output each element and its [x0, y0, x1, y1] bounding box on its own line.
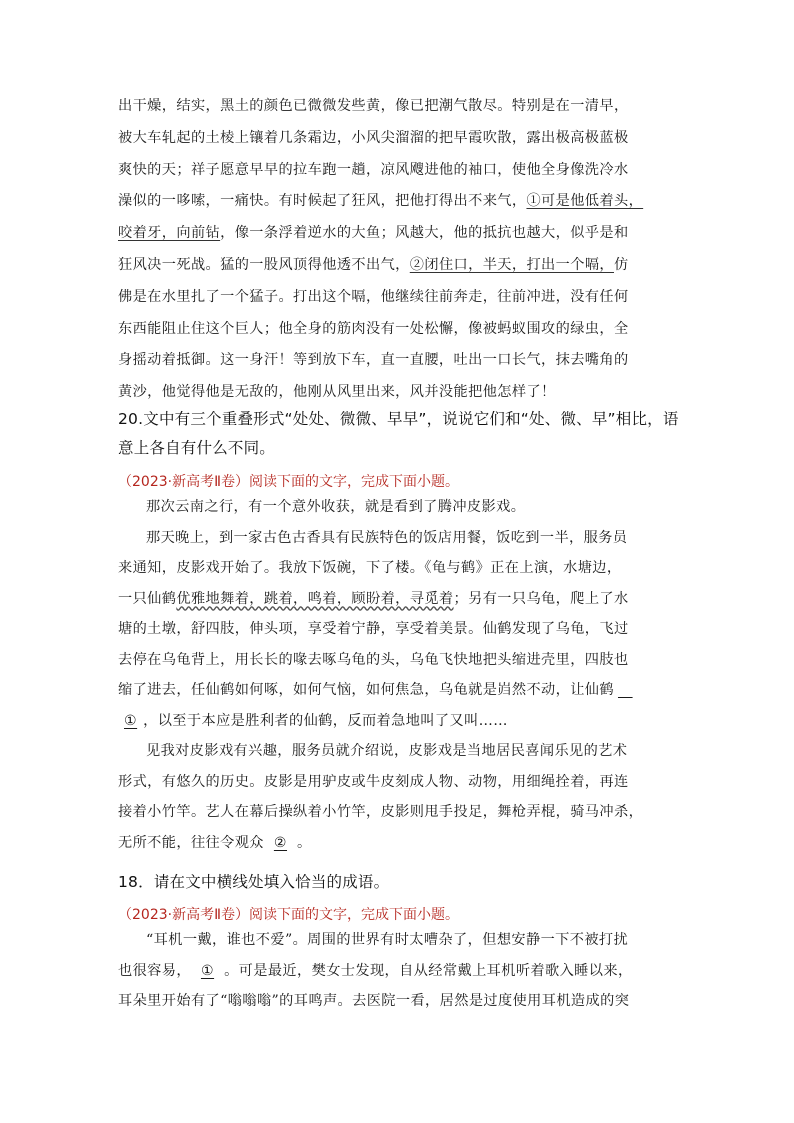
- text-line: 黄沙，他觉得他是无敌的，他刚从风里出来，风并没能把他怎样了！: [118, 384, 556, 401]
- text-line: [118, 250, 678, 282]
- underlined-phrase-1: ①可是他低着头，: [526, 193, 644, 210]
- text-segment: 无所不能，往往令观众: [118, 834, 264, 851]
- underlined-phrase-1-cont: 咬着牙，向前钻: [118, 225, 221, 242]
- text-line: “耳机一戴，谁也不爱”。周围的世界有时太嘈杂了，但想安静一下不被打扰: [146, 932, 629, 948]
- text-segment: 。: [297, 834, 312, 851]
- text-line: [118, 675, 678, 706]
- text-segment: ，以至于本应是胜利者的仙鹤，反而着急地叫了又叫……: [143, 712, 508, 729]
- text-line: 出干燥，结实，黑土的颜色已微微发些黄，像已把潮气散尽。特别是在一清早，: [118, 98, 629, 114]
- text-line: 佛是在水里扎了一个猛子。打出这个嗝，他继续往前奔走，往前冲进，没有任何: [118, 288, 629, 305]
- text-line: [118, 584, 678, 615]
- text-line: 耳朵里开始有了“嗡嗡嗡”的耳鸣声。去医院一看，居然是过度使用耳机造成的突: [118, 993, 630, 1009]
- text-line: 塘的土墩，舒四肢，伸头项，享受着宁静，享受着美景。仙鹤发现了乌龟，飞过: [118, 621, 629, 637]
- text-line: 爽快的天；祥子愿意早早的拉车跑一趟，凉风飕进他的袖口，使他全身像洗冷水: [118, 161, 629, 178]
- text-line: 去停在乌龟背上，用长长的喙去啄乌龟的头，乌龟飞快地把头缩进壳里，四肢也: [118, 651, 629, 668]
- text-line: 见我对皮影戏有兴趣，服务员就介绍说，皮影戏是当地居民喜闻乐见的艺术: [146, 743, 628, 759]
- text-segment: 缩了进去，任仙鹤如何啄，如何气恼，如何焦急，乌龟就是岿然不动，让仙鹤: [118, 682, 614, 698]
- fill-blank-1: ①: [200, 962, 215, 979]
- fill-blank-2: ②: [273, 834, 288, 851]
- text-segment: ；另有一只乌龟，爬上了水: [453, 590, 629, 607]
- text-segment: 澡似的一哆嗦，一痛快。有时候起了狂风，把他打得出不来气，: [118, 193, 527, 210]
- text-line: 形式，有悠久的历史。皮影是用驴皮或牛皮刻成人物、动物，用细绳拴着，再连: [118, 773, 629, 790]
- text-line: [118, 186, 678, 218]
- source-label: （2023·新高考Ⅱ卷）阅读下面的文字，完成下面小题。: [118, 907, 459, 923]
- passage-3: [118, 925, 678, 1017]
- text-line: [118, 218, 678, 250]
- text-segment: 也很容易，: [118, 962, 191, 979]
- text-line: 那次云南之行，有一个意外收获，就是看到了腾冲皮影戏。: [146, 499, 526, 515]
- passage-1: [118, 91, 678, 409]
- text-line: 来通知，皮影戏开始了。我放下饭碗，下了楼。《龟与鹤》正在上演，水塘边，: [118, 560, 622, 576]
- wavy-underlined-phrase: 优雅地舞着，跳着，鸣着，顾盼着，寻觅着: [176, 590, 454, 607]
- source-label: （2023·新高考Ⅱ卷）阅读下面的文字，完成下面小题。: [118, 474, 459, 490]
- question-18: 18．请在文中横线处填入恰当的成语。: [118, 873, 390, 891]
- passage-2: [118, 492, 678, 858]
- text-line: [118, 828, 678, 859]
- text-line: 那天晚上，到一家古色古香具有民族特色的饭店用餐，饭吃到一半，服务员: [146, 529, 628, 546]
- blank-underline: [614, 675, 637, 706]
- text-line: 东西能阻止住这个巨人；他全身的筋肉没有一处松懈，像被蚂蚁围攻的绿虫，全: [118, 320, 629, 337]
- text-segment: 。可是最近，樊女士发现，自从经常戴上耳机听着歌入睡以来，: [224, 962, 633, 979]
- text-line: 身摇动着抵御。这一身汗！等到放下车，直一直腰，吐出一口长气，抹去嘴角的: [118, 352, 629, 369]
- text-line: 被大车轧起的土棱上镶着几条霜边，小风尖溜溜的把早霞吹散，露出极高极蓝极: [118, 129, 629, 146]
- text-segment: ，像一条浮着逆水的大鱼；风越大，他的抵抗也越大，似乎是和: [220, 225, 629, 242]
- text-segment: 狂风决一死战。猛的一股风顶得他透不出气，: [118, 256, 410, 273]
- text-line: [118, 956, 678, 987]
- text-segment: 仿: [614, 256, 629, 273]
- question-line: 意上各自有什么不同。: [118, 439, 276, 457]
- question-20: [118, 405, 678, 463]
- fill-blank-1: ①: [124, 712, 138, 729]
- text-line: 接着小竹竿。艺人在幕后操纵着小竹竿，皮影则甩手投足，舞枪弄棍，骑马冲杀，: [118, 804, 644, 820]
- text-line: [118, 706, 678, 737]
- underlined-phrase-2: ②闭住口，半天，打出一个嗝，: [409, 256, 614, 273]
- question-line: 20.文中有三个重叠形式“处处、微微、早早”，说说它们和“处、微、早”相比，语: [118, 410, 679, 428]
- text-segment: 一只仙鹤: [118, 590, 177, 607]
